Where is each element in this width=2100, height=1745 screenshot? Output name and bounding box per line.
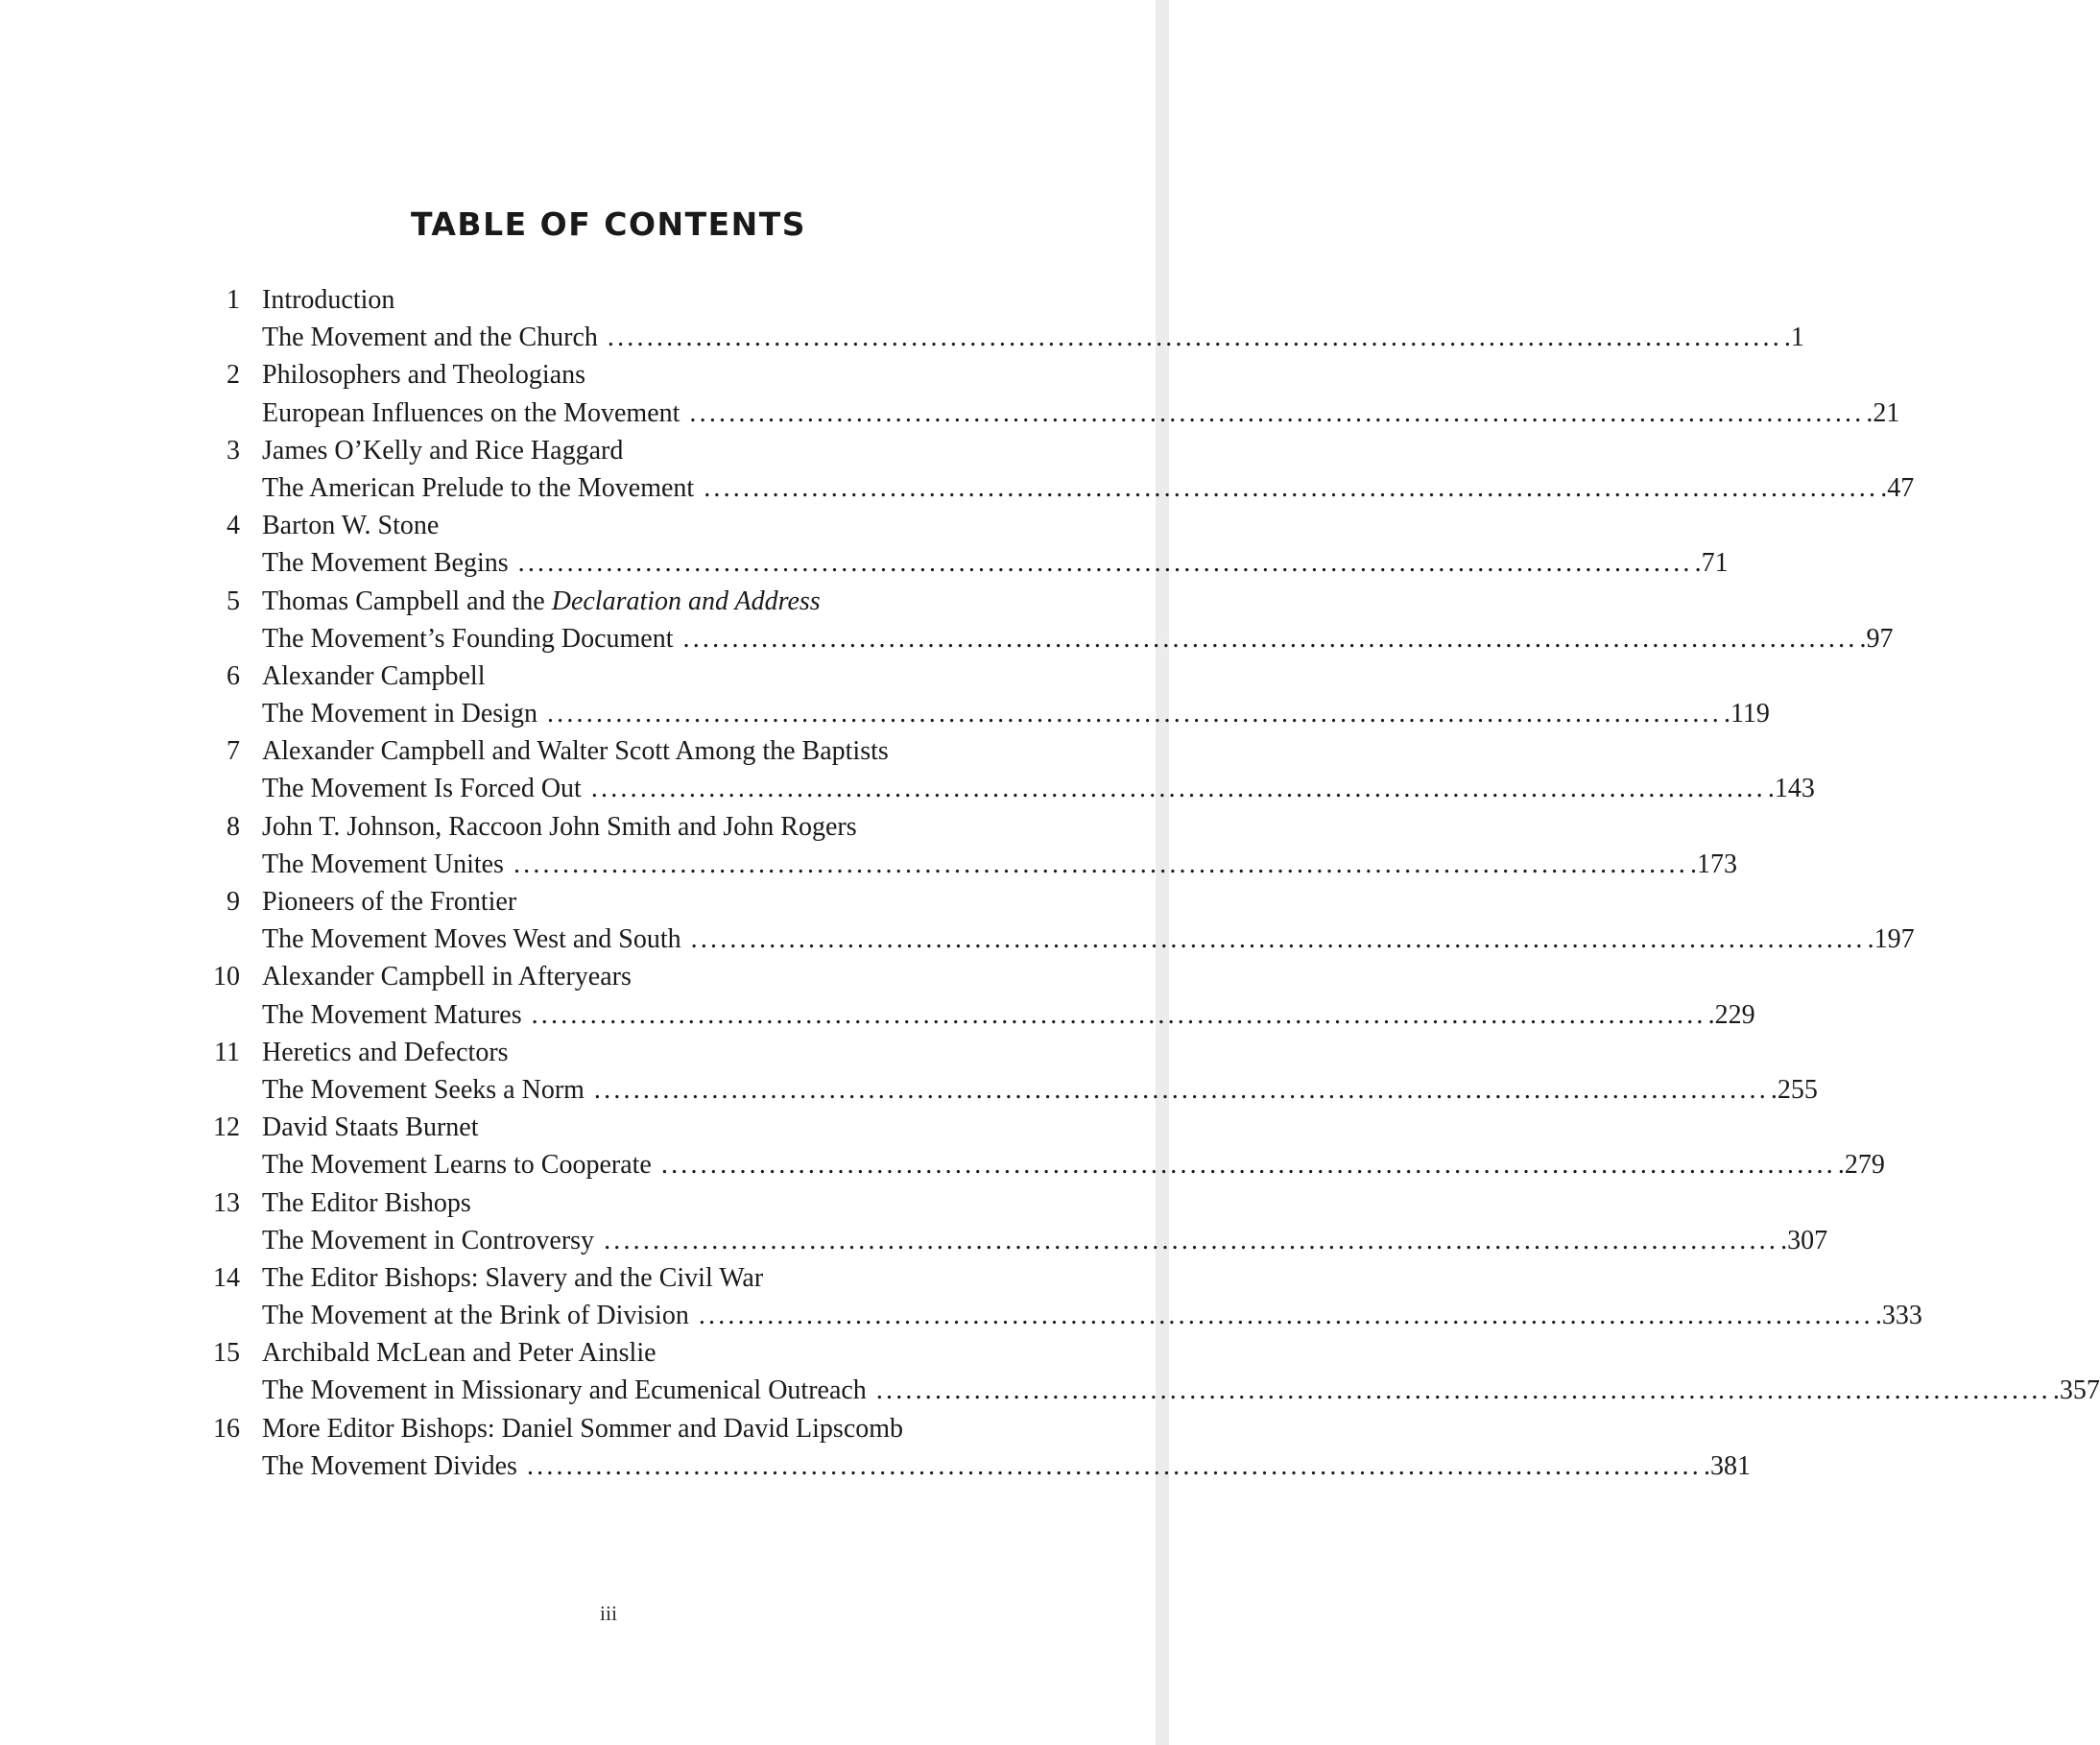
toc-entry	[192, 1034, 1818, 1109]
chapter-subtitle: The Movement in Design	[262, 699, 537, 729]
toc-subtitle-line	[192, 1297, 1922, 1334]
chapter-number: 8	[227, 811, 240, 842]
toc-subtitle-line	[192, 770, 1815, 807]
chapter-title	[262, 507, 439, 544]
chapter-number: 4	[227, 511, 240, 541]
chapter-title	[262, 883, 516, 920]
toc-entry	[192, 507, 1729, 582]
dot-leader: ........................................................................................................................	[689, 397, 1865, 428]
page-number: .143	[1767, 774, 1815, 804]
chapter-title-text: The Editor Bishops	[262, 1187, 471, 1218]
page-number: .47	[1880, 472, 1915, 503]
chapter-title	[262, 1259, 763, 1297]
toc-entry	[192, 583, 1894, 657]
toc-subtitle-line	[192, 1447, 1751, 1485]
chapter-number: 7	[227, 736, 240, 767]
page-number: .173	[1689, 849, 1737, 879]
toc-subtitle-line	[192, 920, 1915, 958]
toc-entry	[192, 958, 1755, 1033]
toc-entry	[192, 1109, 1885, 1183]
toc-chapter-line	[192, 356, 1008, 394]
chapter-number: 14	[213, 1262, 240, 1293]
chapter-title-text: David Staats Burnet	[262, 1112, 479, 1143]
dot-leader: ........................................................................................................................	[546, 699, 1722, 729]
chapter-title	[262, 1109, 479, 1146]
chapter-number: 5	[227, 586, 240, 616]
toc-chapter-line	[192, 1259, 1008, 1297]
dot-leader: ........................................................................................................................	[660, 1150, 1836, 1181]
chapter-title	[262, 432, 623, 469]
chapter-title-text: James O’Kelly and Rice Haggard	[262, 435, 624, 466]
page-number: .21	[1866, 397, 1900, 428]
chapter-number: 15	[213, 1338, 240, 1369]
chapter-subtitle: The Movement in Controversy	[262, 1225, 595, 1255]
page-number: .255	[1770, 1074, 1818, 1105]
page-number: .197	[1867, 924, 1915, 955]
chapter-title-text: Pioneers of the Frontier	[262, 887, 517, 917]
chapter-number: 1	[227, 285, 240, 315]
chapter-number: 10	[213, 962, 240, 992]
chapter-subtitle: The Movement Learns to Cooperate	[262, 1150, 652, 1181]
chapter-number: 6	[227, 660, 240, 691]
chapter-subtitle: The Movement at the Brink of Division	[262, 1301, 689, 1331]
chapter-number: 12	[213, 1112, 240, 1143]
chapter-title-text: Alexander Campbell	[262, 660, 486, 691]
chapter-title	[262, 356, 585, 394]
chapter-title-text: Barton W. Stone	[262, 511, 440, 541]
chapter-subtitle: The Movement Moves West and South	[262, 924, 681, 955]
chapter-title	[262, 657, 485, 695]
chapter-title-text: Philosophers and Theologians	[262, 360, 586, 391]
dot-leader: ........................................................................................................................	[517, 548, 1693, 579]
chapter-subtitle: The Movement Begins	[262, 548, 509, 579]
toc-entry	[192, 1334, 2100, 1409]
chapter-title-text: Alexander Campbell and Walter Scott Among the Baptists	[262, 736, 889, 767]
toc-chapter-line	[192, 958, 1008, 995]
chapter-number: 9	[227, 887, 240, 917]
toc-entry	[192, 432, 1915, 507]
toc-subtitle-line	[192, 996, 1755, 1034]
chapter-title	[262, 808, 857, 846]
toc-chapter-line	[192, 808, 1008, 846]
toc-subtitle-line	[192, 695, 1770, 732]
dot-leader: ........................................................................................................................	[698, 1301, 1873, 1331]
dot-leader: ........................................................................................................................	[526, 1450, 1702, 1481]
chapter-subtitle: The Movement Matures	[262, 999, 522, 1030]
toc-entry	[192, 657, 1770, 732]
chapter-number: 16	[213, 1413, 240, 1444]
page-number: .119	[1723, 699, 1770, 729]
toc-chapter-line	[192, 583, 1008, 620]
toc-chapter-line	[192, 1334, 1008, 1372]
dot-leader: ........................................................................................................................	[531, 999, 1706, 1030]
chapter-subtitle: The Movement Is Forced Out	[262, 774, 582, 804]
page-number: .1	[1783, 323, 1804, 353]
chapter-title	[262, 281, 394, 319]
dot-leader: ........................................................................................................................	[875, 1375, 2051, 1406]
chapter-title-text: Alexander Campbell in Afteryears	[262, 962, 632, 992]
chapter-subtitle: The Movement Divides	[262, 1450, 517, 1481]
toc-entry	[192, 1259, 1922, 1334]
dot-leader: ........................................................................................................................	[682, 623, 1858, 654]
chapter-subtitle: The Movement’s Founding Document	[262, 623, 674, 654]
chapter-title-text: Archibald McLean and Peter Ainslie	[262, 1338, 656, 1369]
toc-chapter-line	[192, 1109, 1008, 1146]
toc-entry	[192, 883, 1915, 958]
chapter-subtitle: The Movement Seeks a Norm	[262, 1074, 585, 1105]
page-title: TABLE OF CONTENTS	[410, 205, 807, 243]
toc-entry	[192, 808, 1737, 883]
toc-chapter-line	[192, 1034, 1008, 1071]
dot-leader: ........................................................................................................................	[513, 849, 1688, 879]
chapter-title	[262, 1410, 903, 1447]
page-number: .381	[1703, 1450, 1751, 1481]
chapter-title-italic: Declaration and Address	[551, 586, 821, 616]
dot-leader: ........................................................................................................................	[607, 323, 1782, 353]
chapter-title	[262, 1334, 656, 1372]
toc-subtitle-line	[192, 469, 1915, 507]
toc-chapter-line	[192, 883, 1008, 920]
page-number: .229	[1707, 999, 1755, 1030]
chapter-title-text: Heretics and Defectors	[262, 1037, 509, 1067]
chapter-title-text: John T. Johnson, Raccoon John Smith and John Rogers	[262, 811, 857, 842]
toc-chapter-line	[192, 1410, 1008, 1447]
page-number: .71	[1694, 548, 1729, 579]
dot-leader: ........................................................................................................................	[704, 472, 1879, 503]
dot-leader: ........................................................................................................................	[590, 774, 1766, 804]
chapter-number: 13	[213, 1187, 240, 1218]
toc-subtitle-line	[192, 394, 1900, 432]
dot-leader: ........................................................................................................................	[593, 1074, 1769, 1105]
toc-subtitle-line	[192, 544, 1729, 582]
chapter-title-text: The Editor Bishops: Slavery and the Civil War	[262, 1262, 764, 1293]
chapter-subtitle: The Movement in Missionary and Ecumenical Outreach	[262, 1375, 867, 1406]
toc-chapter-line	[192, 657, 1008, 695]
toc-chapter-line	[192, 732, 1008, 770]
chapter-number: 11	[214, 1037, 240, 1067]
toc-chapter-line	[192, 1184, 1008, 1222]
chapter-number: 2	[227, 360, 240, 391]
chapter-title	[262, 583, 821, 620]
dot-leader: ........................................................................................................................	[690, 924, 1866, 955]
table-of-contents	[192, 281, 2100, 1485]
toc-subtitle-line	[192, 1372, 2100, 1409]
chapter-title-text: Thomas Campbell and the	[262, 586, 552, 616]
page-number: .333	[1874, 1301, 1922, 1331]
page-number: .97	[1859, 623, 1894, 654]
toc-chapter-line	[192, 432, 1008, 469]
toc-subtitle-line	[192, 319, 1804, 356]
page-folio: iii	[599, 1601, 618, 1625]
toc-subtitle-line	[192, 1222, 1828, 1259]
page-number: .357	[2052, 1375, 2100, 1406]
chapter-subtitle: The Movement and the Church	[262, 323, 598, 353]
chapter-title-text: More Editor Bishops: Daniel Sommer and David Lipscomb	[262, 1413, 904, 1444]
dot-leader: ........................................................................................................................	[604, 1225, 1779, 1255]
chapter-title-text: Introduction	[262, 285, 395, 315]
toc-subtitle-line	[192, 846, 1737, 883]
chapter-subtitle: European Influences on the Movement	[262, 397, 680, 428]
toc-entry	[192, 1184, 1828, 1259]
chapter-title	[262, 958, 632, 995]
chapter-subtitle: The American Prelude to the Movement	[262, 472, 695, 503]
toc-entry	[192, 356, 1900, 431]
chapter-subtitle: The Movement Unites	[262, 849, 504, 879]
chapter-title	[262, 1034, 509, 1071]
page-number: .307	[1780, 1225, 1828, 1255]
toc-subtitle-line	[192, 1071, 1818, 1109]
chapter-number: 3	[227, 435, 240, 466]
toc-subtitle-line	[192, 620, 1894, 657]
toc-entry	[192, 1410, 1751, 1485]
page-number: .279	[1837, 1150, 1885, 1181]
chapter-title	[262, 1184, 471, 1222]
toc-subtitle-line	[192, 1146, 1885, 1183]
toc-entry	[192, 732, 1815, 807]
toc-chapter-line	[192, 281, 1008, 319]
toc-entry	[192, 281, 1804, 356]
chapter-title	[262, 732, 889, 770]
toc-chapter-line	[192, 507, 1008, 544]
